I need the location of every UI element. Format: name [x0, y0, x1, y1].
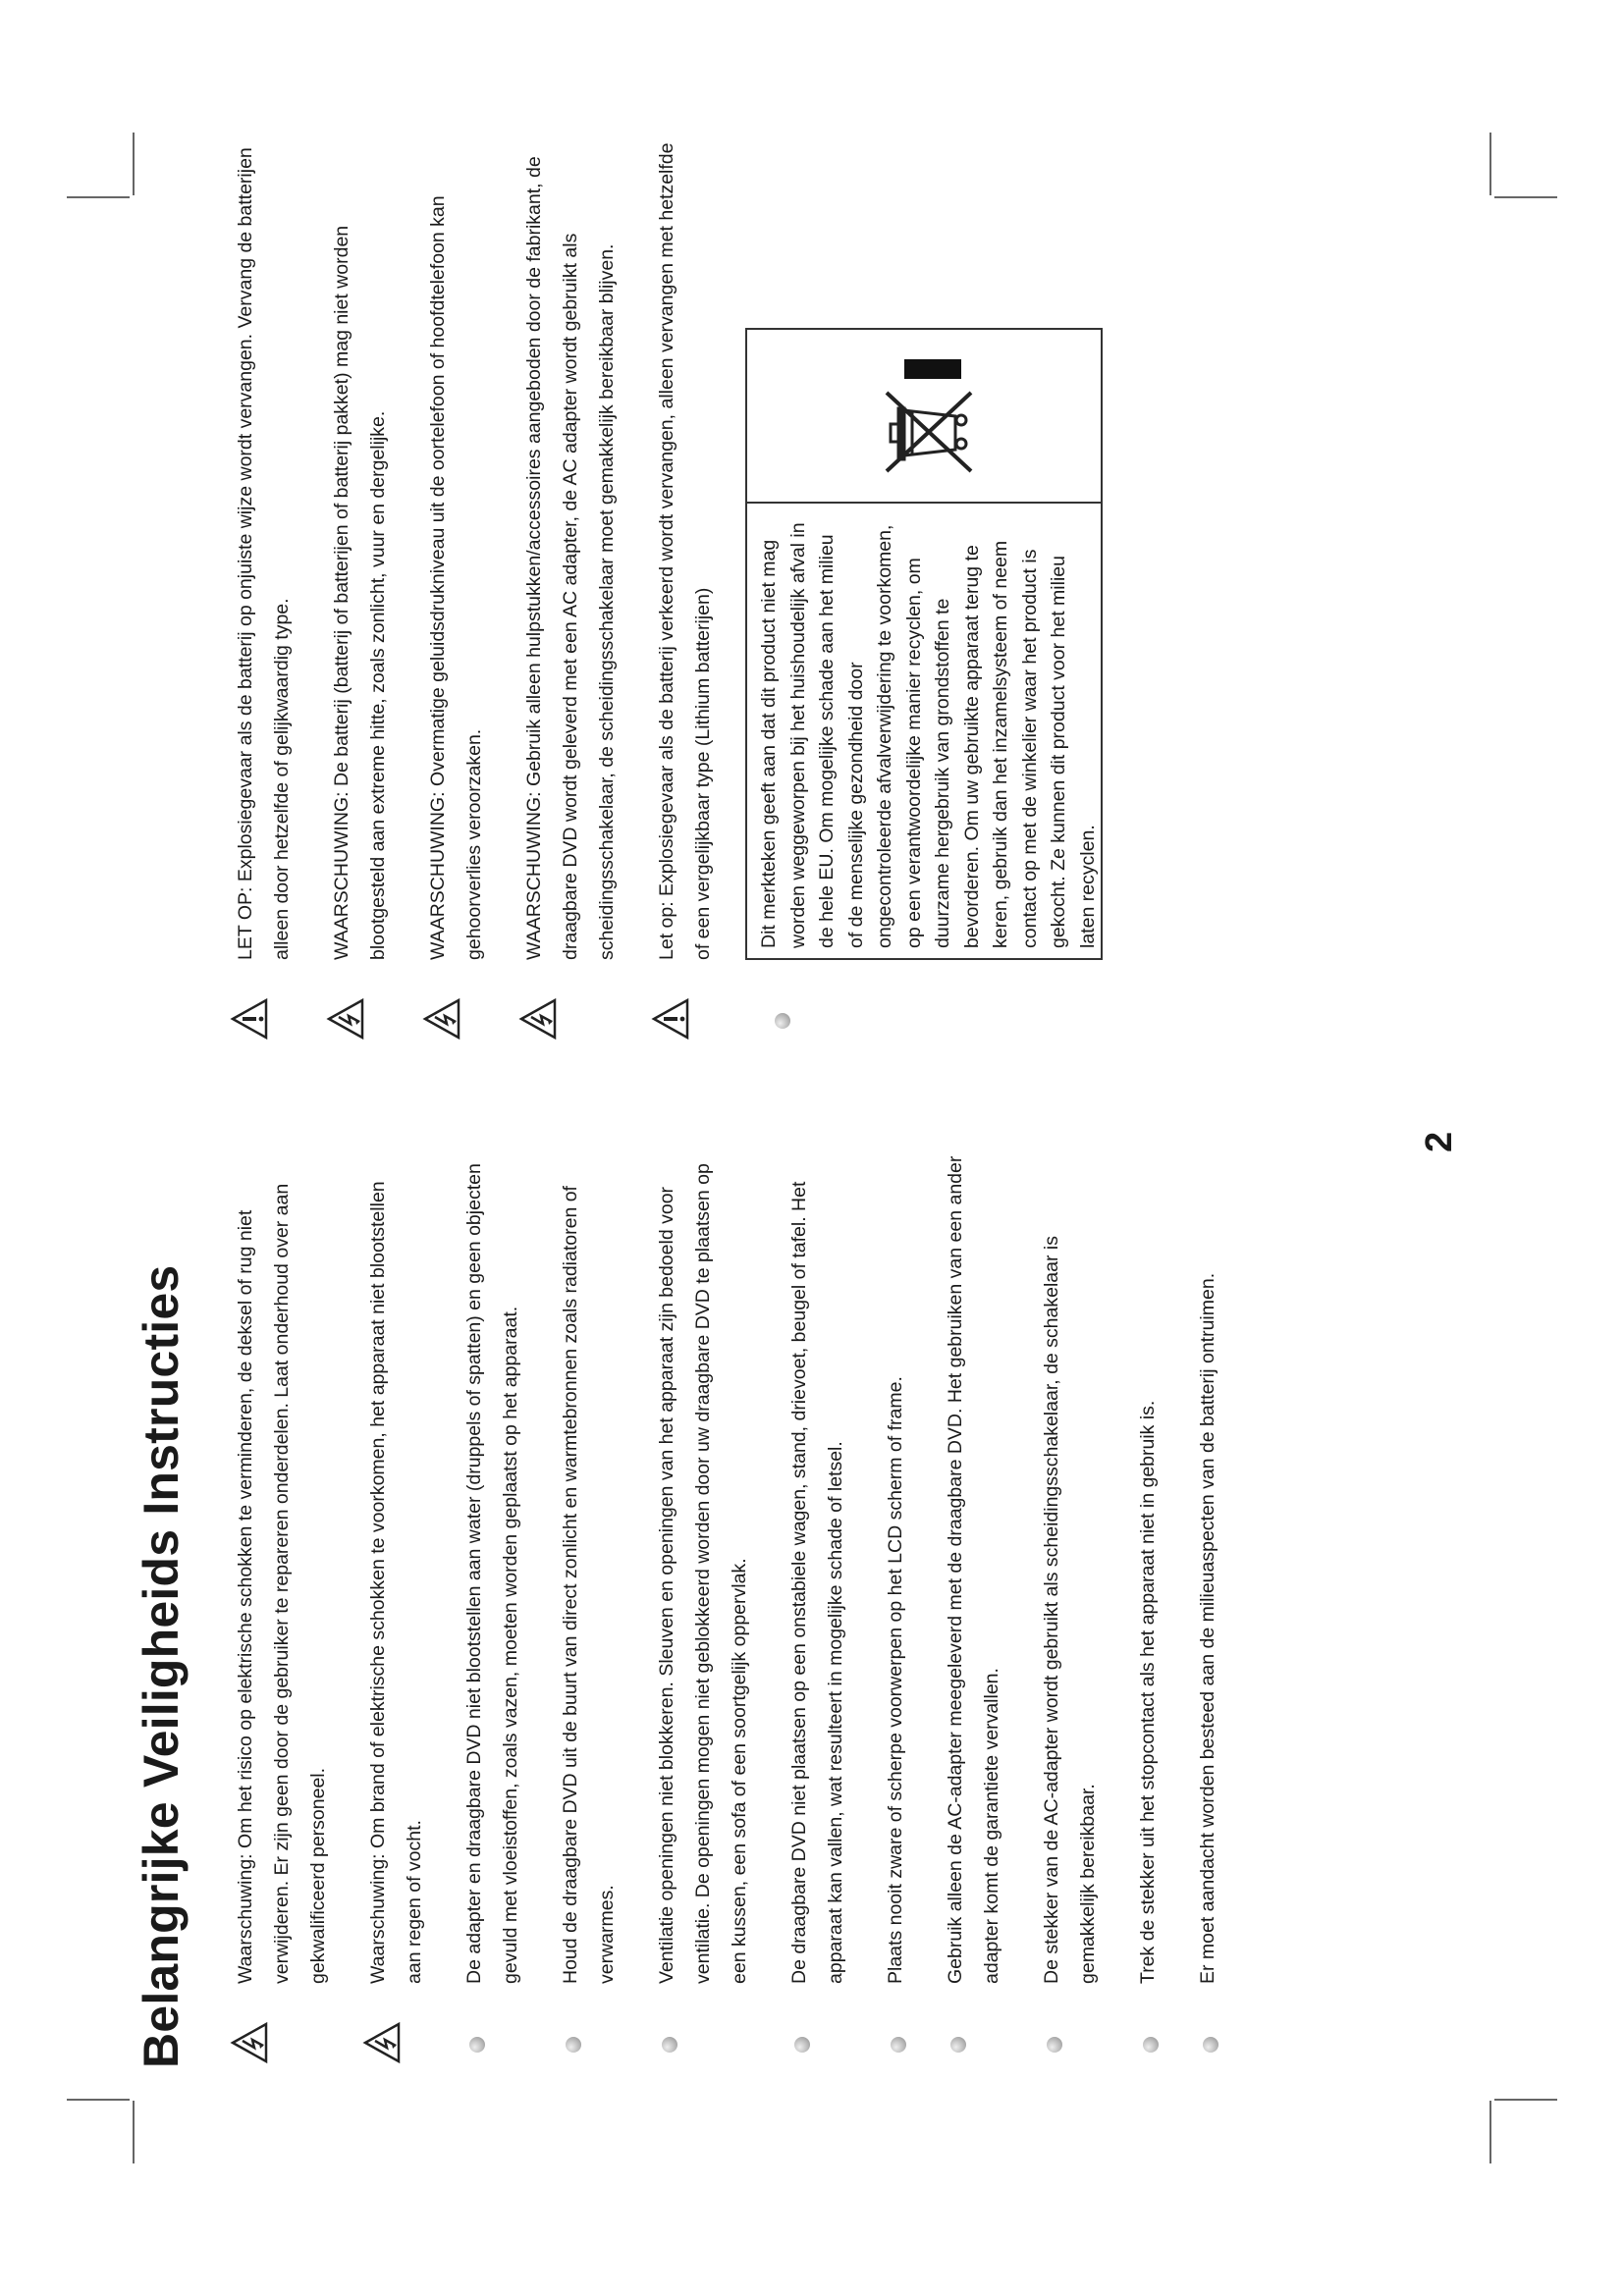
bullet-icon: [662, 2037, 677, 2053]
bullet-icon: [1143, 2037, 1159, 2053]
crossed-out-wheelie-bin-icon: [747, 330, 1101, 502]
instruction-item: Er moet aandacht worden besteed aan de milieuaspecten van de batterij ontruimen.: [1190, 1155, 1226, 2068]
bullet-icon: [1203, 2037, 1218, 2053]
shock-warning-icon: [230, 2021, 274, 2064]
warning-item: Let op: Explosiegevaar als de batterij verkeerd wordt vervangen, alleen vervangen met hetzelfde of een vergelijkbaar type (Lithium batterijen): [649, 132, 722, 1044]
instruction-item: De stekker van de AC-adapter wordt gebruikt als scheidingsschakelaar, de schakelaar is gemakkelijk bereikbaar.: [1034, 1155, 1107, 2068]
warning-item: WAARSCHUWING: Overmatige geluidsdrukniveau uit de oortelefoon of hoofdtelefoon kan gehoorverlies veroorzaken.: [420, 132, 493, 1044]
instruction-item: Ventilatie openingen niet blokkeren. Sleuven en openingen van het apparaat zijn bedoeld voor ventilatie. De openingen mogen niet geblokkeerd worden door uw draagbare DVD te plaatsen op een kussen, een sofa of een soortgelijk oppervlak.: [649, 1155, 758, 2068]
instruction-item: Trek de stekker uit het stopcontact als het apparaat niet in gebruik is.: [1130, 1155, 1166, 2068]
bullet-icon: [950, 2037, 966, 2053]
shock-warning-icon: [362, 2021, 406, 2064]
shock-warning-icon: [422, 997, 466, 1041]
warning-item: WAARSCHUWING: De batterij (batterij of batterijen of batterij pakket) mag niet worden blootgesteld aan extreme hitte, zoals zonlicht, vuur en dergelijke.: [324, 132, 397, 1044]
instruction-item: Plaats nooit zware of scherpe voorwerpen op het LCD scherm of frame.: [878, 1155, 914, 2068]
shock-warning-icon: [326, 997, 370, 1041]
instruction-item: Houd de draagbare DVD uit de buurt van direct zonlicht en warmtebronnen zoals radiatoren of verwarmes.: [553, 1155, 625, 2068]
bullet-icon: [566, 2037, 581, 2053]
right-column: [228, 132, 1103, 1044]
instruction-item: De adapter en draagbare DVD niet blootstellen aan water (druppels of spatten) en geen objecten gevuld met vloeistoffen, zoals vazen, moeten worden geplaatst op het apparaat.: [457, 1155, 529, 2068]
caution-exclamation-icon: [651, 997, 695, 1041]
left-column: [228, 1155, 1250, 2068]
shock-warning-icon: [518, 997, 563, 1041]
bullet-icon: [775, 1013, 790, 1029]
bullet-icon: [794, 2037, 810, 2053]
instruction-item: Waarschuwing: Om het risico op elektrische schokken te verminderen, de deksel of rug niet verwijderen. Er zijn geen door de gebruiker te repareren onderdelen. Laat onderhoud over aan gekwalificeerd personeel.: [228, 1155, 337, 2068]
bullet-icon: [1047, 2037, 1062, 2053]
bullet-icon: [891, 2037, 906, 2053]
page-title: Belangrijke Veiligheids Instructies: [134, 1264, 189, 2068]
instruction-item: Waarschuwing: Om brand of elektrische schokken te voorkomen, het apparaat niet blootstellen aan regen of vocht.: [360, 1155, 433, 2068]
weee-section: [745, 132, 1103, 1044]
page-number: 2: [1419, 1131, 1460, 1152]
warning-item: LET OP: Explosiegevaar als de batterij op onjuiste wijze wordt vervangen. Vervang de batterijen alleen door hetzelfde of gelijkwaardig type.: [228, 132, 300, 1044]
instruction-item: De draagbare DVD niet plaatsen op een onstabiele wagen, stand, drievoet, beugel of tafel. Het apparaat kan vallen, wat resulteert in mogelijke schade of letsel.: [782, 1155, 854, 2068]
warning-item: WAARSCHUWING: Gebruik alleen hulpstukken/accessoires aangeboden door de fabrikant, de draagbare DVD wordt geleverd met een AC adapter, de AC adapter wordt gebruikt als scheidingsschakelaar, de scheidingsschakelaar moet gemakkelijk bereikbaar blijven.: [516, 132, 625, 1044]
weee-notice-box: [745, 328, 1103, 960]
bullet-icon: [469, 2037, 485, 2053]
weee-notice-text: Dit merkteken geeft aan dat dit product niet mag worden weggeworpen bij het huishoudelijk afval in de hele EU. Om mogelijke schade aan het milieu of de menselijke gezondheid door ongecontroleerde afvalverwijdering te voorkomen, op een verantwoordelijke manier recyclen, om duurzame hergebruik van grondstoffen te bevorderen. Om uw gebruikte apparaat terug te keren, gebruik dan het inzamelsysteem of neem contact op met de winkelier waar het product is gekocht. Ze kunnen dit product voor het milieu laten recyclen.: [747, 502, 1101, 958]
instruction-item: Gebruik alleen de AC-adapter meegeleverd met de draagbare DVD. Het gebruiken van een ander adapter komt de garantiete vervallen.: [938, 1155, 1010, 2068]
caution-exclamation-icon: [230, 997, 274, 1041]
